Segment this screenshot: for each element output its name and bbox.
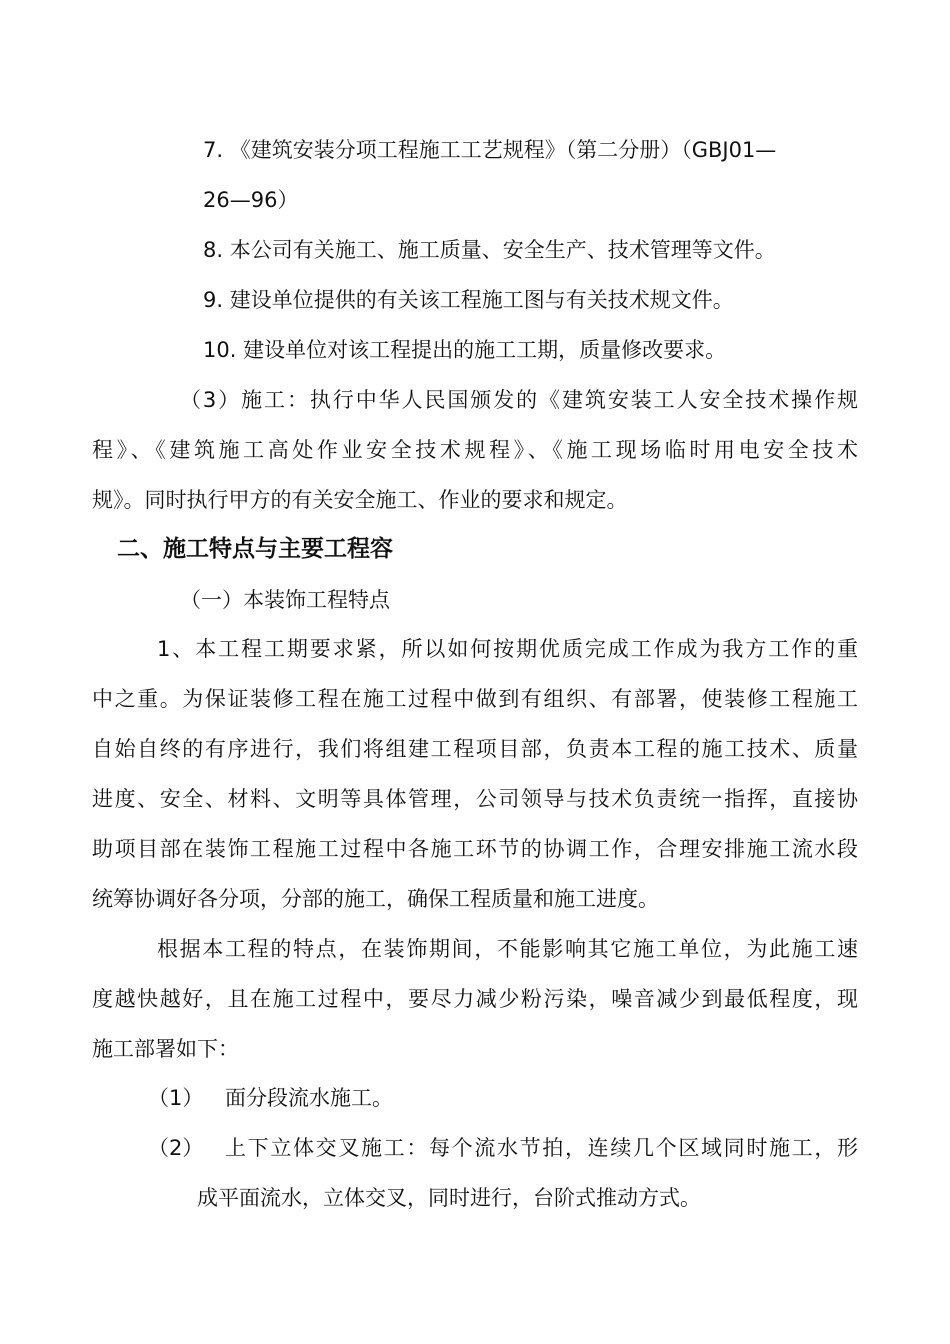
para1-line-6: 统筹协调好各分项，分部的施工，确保工程质量和施工进度。 — [92, 887, 659, 911]
para2-line-2: 度越快越好，且在施工过程中，要尽力减少粉污染，噪音减少到最低程度，现 — [92, 987, 858, 1011]
para1-line-4: 进度、安全、材料、文明等具体管理，公司领导与技术负责统一指挥，直接协 — [92, 787, 858, 811]
subsection-title: （一）本装饰工程特点 — [180, 588, 390, 612]
ref-item-9: 9. 建设单位提供的有关该工程施工图与有关技术规文件。 — [203, 288, 734, 312]
safety-line-2: 程》、《建筑施工高处作业安全技术规程》、《施工现场临时用电安全技术 — [92, 438, 858, 462]
para1-line-2: 中之重。为保证装修工程在施工过程中做到有组织、有部署，使装修工程施工 — [92, 687, 858, 711]
para1-line-5: 助项目部在装饰工程施工过程中各施工环节的协调工作，合理安排施工流水段 — [92, 837, 858, 861]
para2-line-1: 根据本工程的特点，在装饰期间，不能影响其它施工单位，为此施工速 — [157, 937, 858, 961]
safety-line-1: （3）施工：执行中华人民国颁发的《建筑安装工人安全技术操作规 — [180, 388, 858, 412]
para1-line-3: 自始自终的有序进行，我们将组建工程项目部，负责本工程的施工技术、质量 — [92, 737, 858, 761]
ref-item-7-line1: 7. 《建筑安装分项工程施工工艺规程》（第二分册）（GBJ01— — [203, 138, 777, 162]
ref-item-10: 10. 建设单位对该工程提出的施工工期，质量修改要求。 — [203, 338, 727, 362]
list-item-2-number: （2） — [148, 1136, 204, 1160]
list-item-2-continuation: 成平面流水，立体交叉，同时进行，台阶式推动方式。 — [197, 1186, 701, 1210]
para1-line-1: 1、本工程工期要求紧，所以如何按期优质完成工作成为我方工作的重 — [157, 637, 858, 661]
list-item-1-number: （1） — [148, 1086, 204, 1110]
section-heading: 二、施工特点与主要工程容 — [117, 536, 393, 562]
list-item-2-text: 上下立体交叉施工：每个流水节拍，连续几个区域同时施工，形 — [225, 1136, 858, 1160]
ref-item-8: 8. 本公司有关施工、施工质量、安全生产、技术管理等文件。 — [203, 238, 776, 262]
list-item-1-text: 面分段流水施工。 — [225, 1086, 393, 1110]
ref-item-7-line2: 26—96） — [203, 188, 299, 212]
para2-line-3: 施工部署如下： — [92, 1037, 239, 1061]
safety-line-3: 规》。同时执行甲方的有关安全施工、作业的要求和规定。 — [92, 488, 628, 512]
